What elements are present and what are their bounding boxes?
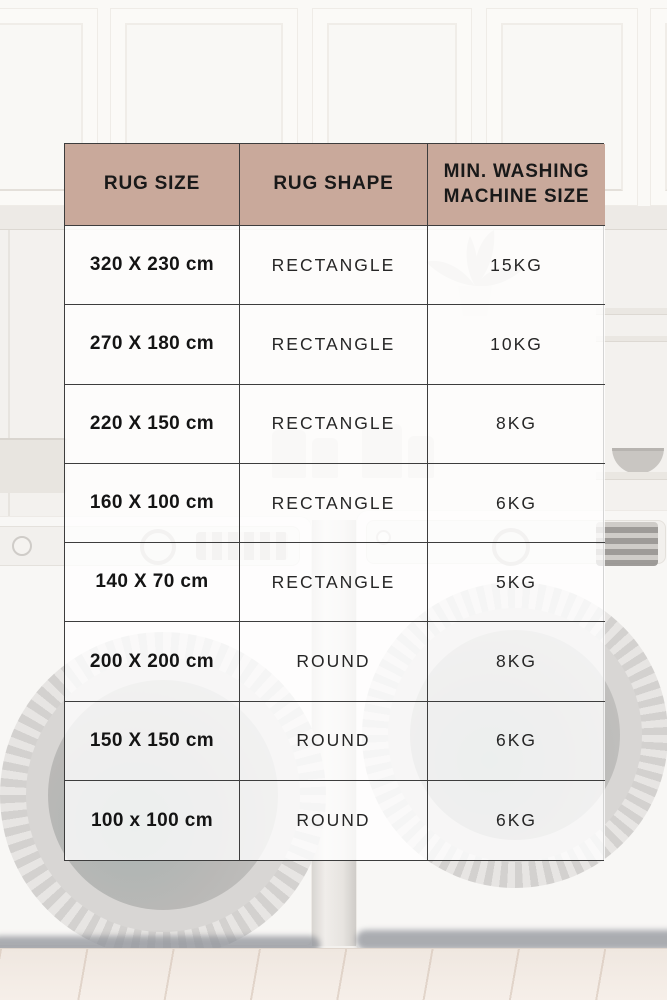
column-header-rug-size: RUG SIZE: [65, 144, 240, 226]
cell-rug-shape: ROUND: [240, 702, 428, 781]
cell-rug-shape: RECTANGLE: [240, 226, 428, 305]
washer-buttons: [596, 522, 658, 566]
cell-rug-shape: RECTANGLE: [240, 543, 428, 622]
cell-rug-size: 200 X 200 cm: [65, 622, 240, 701]
ge-logo-icon: [12, 536, 32, 556]
cell-machine-size: 8KG: [428, 622, 605, 701]
cell-rug-size: 150 X 150 cm: [65, 702, 240, 781]
cabinet-door: [650, 8, 667, 206]
cell-rug-shape: ROUND: [240, 781, 428, 860]
cell-rug-shape: RECTANGLE: [240, 385, 428, 464]
cell-machine-size: 15KG: [428, 226, 605, 305]
shelf: [596, 336, 667, 342]
cell-machine-size: 10KG: [428, 305, 605, 384]
shelf: [596, 308, 667, 315]
cell-rug-size: 100 x 100 cm: [65, 781, 240, 860]
cell-rug-shape: RECTANGLE: [240, 464, 428, 543]
cell-machine-size: 5KG: [428, 543, 605, 622]
cell-rug-size: 320 X 230 cm: [65, 226, 240, 305]
cell-rug-size: 220 X 150 cm: [65, 385, 240, 464]
cell-machine-size: 6KG: [428, 702, 605, 781]
column-header-rug-shape: RUG SHAPE: [240, 144, 428, 226]
cell-rug-size: 140 X 70 cm: [65, 543, 240, 622]
wood-floor: [0, 948, 667, 1000]
metal-bowl: [612, 448, 664, 474]
countertop: [0, 438, 67, 493]
cell-rug-shape: RECTANGLE: [240, 305, 428, 384]
cell-rug-size: 160 X 100 cm: [65, 464, 240, 543]
cell-machine-size: 8KG: [428, 385, 605, 464]
cell-rug-shape: ROUND: [240, 622, 428, 701]
cell-machine-size: 6KG: [428, 781, 605, 860]
washer-base-shadow: [356, 930, 667, 950]
cell-machine-size: 6KG: [428, 464, 605, 543]
shelf: [596, 472, 667, 480]
column-header-machine-size: MIN. WASHING MACHINE SIZE: [428, 144, 605, 226]
rug-size-table: [64, 143, 604, 861]
cell-rug-size: 270 X 180 cm: [65, 305, 240, 384]
